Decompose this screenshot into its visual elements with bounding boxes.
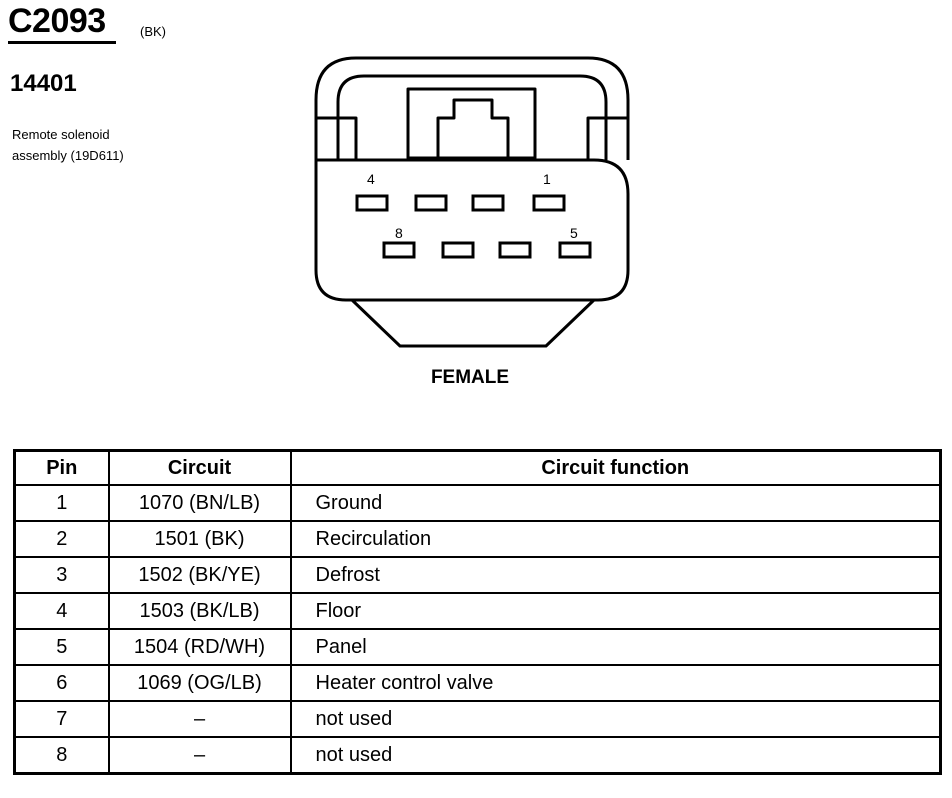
pin-label-1: 1 (543, 171, 551, 187)
table-row (15, 557, 941, 593)
circuit-cell: 1503 (BK/LB) (109, 593, 291, 629)
connector-latch-arm-right (588, 118, 628, 160)
circuit-cell: – (109, 701, 291, 737)
pin-cavity-5 (560, 243, 590, 257)
component-description-line-2: assembly (19D611) (12, 148, 124, 163)
function-cell: Floor (291, 593, 941, 629)
circuit-cell: 1070 (BN/LB) (109, 485, 291, 521)
circuit-cell: – (109, 737, 291, 774)
table-row (15, 737, 941, 774)
function-cell: not used (291, 701, 941, 737)
pin-cavities (357, 196, 590, 257)
connector-color-code: (BK) (140, 24, 166, 39)
pin-label-4: 4 (367, 171, 375, 187)
pin-cavity-6 (500, 243, 530, 257)
pin-cell: 1 (15, 485, 109, 521)
header-pin: Pin (15, 451, 109, 486)
connector-latch-hood (316, 58, 628, 160)
circuit-cell: 1502 (BK/YE) (109, 557, 291, 593)
pin-cell: 2 (15, 521, 109, 557)
pinout-header-row (15, 451, 941, 486)
pin-cavity-4 (357, 196, 387, 210)
connector-latch-arm-left (316, 118, 356, 160)
pinout-table (13, 449, 942, 775)
pin-cavity-1 (534, 196, 564, 210)
connector-lock-tab (438, 100, 508, 158)
connector-id: C2093 (8, 2, 106, 40)
pin-label-5: 5 (570, 225, 578, 241)
part-number: 14401 (10, 70, 77, 97)
function-cell: not used (291, 737, 941, 774)
pin-cell: 6 (15, 665, 109, 701)
pin-cavity-8 (384, 243, 414, 257)
connector-face-diagram (300, 55, 640, 355)
function-cell: Defrost (291, 557, 941, 593)
function-cell: Panel (291, 629, 941, 665)
connector-body (316, 160, 628, 300)
table-row (15, 701, 941, 737)
header-circuit: Circuit (109, 451, 291, 486)
pin-cell: 5 (15, 629, 109, 665)
function-cell: Ground (291, 485, 941, 521)
pin-label-8: 8 (395, 225, 403, 241)
header-circuit-function: Circuit function (291, 451, 941, 486)
component-description-line-1: Remote solenoid (12, 127, 110, 142)
table-row (15, 665, 941, 701)
table-row (15, 521, 941, 557)
circuit-cell: 1504 (RD/WH) (109, 629, 291, 665)
pin-cavity-7 (443, 243, 473, 257)
table-row (15, 593, 941, 629)
pin-cavity-2 (473, 196, 503, 210)
pin-cell: 7 (15, 701, 109, 737)
circuit-cell: 1069 (OG/LB) (109, 665, 291, 701)
pin-cell: 4 (15, 593, 109, 629)
pin-cavity-3 (416, 196, 446, 210)
connector-key (352, 300, 594, 346)
function-cell: Heater control valve (291, 665, 941, 701)
function-cell: Recirculation (291, 521, 941, 557)
component-description (12, 124, 124, 166)
circuit-cell: 1501 (BK) (109, 521, 291, 557)
table-row (15, 485, 941, 521)
connector-gender-label: FEMALE (430, 367, 510, 388)
table-row (15, 629, 941, 665)
connector-id-underline (8, 41, 116, 44)
pin-cell: 3 (15, 557, 109, 593)
pin-cell: 8 (15, 737, 109, 774)
